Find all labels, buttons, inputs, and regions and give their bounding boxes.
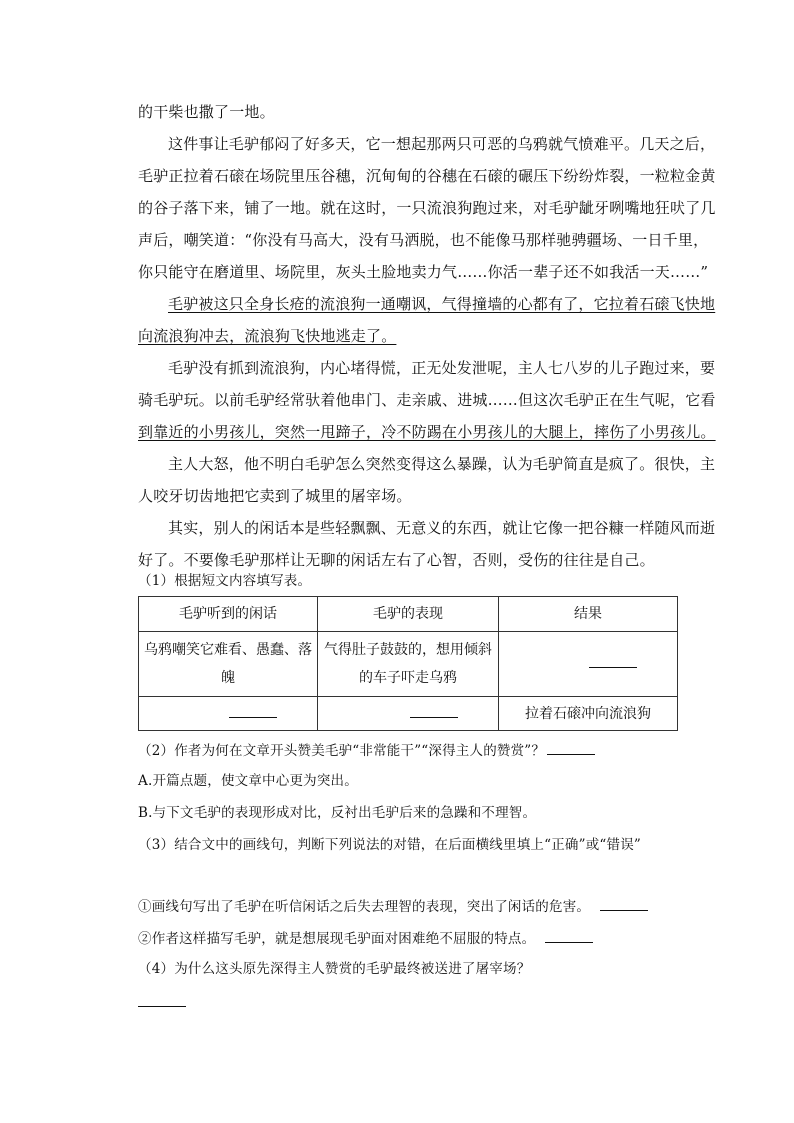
answer-blank[interactable]: [547, 740, 595, 755]
table-header-cell: 结果: [499, 597, 678, 632]
table-cell: 乌鸦嘲笑它难看、愚蠢、落魄: [139, 632, 318, 697]
paragraph-6-line: 好了。不要像毛驴那样让无聊的闲话左右了心智，否则，受伤的往往是自己。: [138, 551, 655, 569]
paragraph-fragment: 的干柴也撒了一地。: [138, 103, 275, 121]
underlined-sentence-1-cont: [138, 326, 668, 346]
table-row: [139, 697, 678, 731]
paragraph-2-line: 这件事让毛驴郁闷了好多天，它一想起那两只可恶的乌鸦就气愤难平。几天之后，: [168, 135, 716, 153]
answer-blank[interactable]: [410, 703, 458, 718]
table-header-cell: 毛驴听到的闲话: [139, 597, 318, 632]
underlined-sentence-2: [138, 422, 716, 442]
underlined-text: 毛驴被这只全身长疮的流浪狗一通嘲讽，气得撞墙的心都有了，它拉着石磙飞快地: [168, 295, 716, 313]
option-a: A.开篇点题，使文章中心更为突出。: [138, 773, 358, 789]
underlined-text: 向流浪狗冲去，流浪狗飞快地逃走了。: [138, 327, 397, 345]
question-2: [138, 740, 668, 761]
paragraph-2-line: 声后，嘲笑道：“你没有马高大，没有马洒脱，也不能像马那样驰骋疆场、一日千里，: [138, 231, 709, 249]
table-answer-cell[interactable]: [318, 697, 499, 731]
table-row: [139, 632, 678, 697]
question-3-item-1: [138, 896, 668, 917]
question-2-prompt: （2）作者为何在文章开头赞美毛驴“非常能干”“深得主人的赞赏”？: [138, 743, 546, 759]
answer-blank[interactable]: [545, 928, 593, 943]
answer-blank[interactable]: [229, 703, 277, 718]
question-4-answer: [138, 992, 668, 1013]
question-4-prompt: （4）为什么这头原先深得主人赞赏的毛驴最终被送进了屠宰场？: [138, 961, 531, 977]
paragraph-4-line: 骑毛驴玩。以前毛驴经常驮着他串门、走亲戚、进城……但这次毛驴正在生气呢，它看: [138, 391, 716, 409]
option-b: B.与下文毛驴的表现形成对比，反衬出毛驴后来的急躁和不理智。: [138, 805, 537, 821]
table-answer-cell[interactable]: [499, 632, 678, 697]
paragraph-2-line: 你只能守在磨道里、场院里，灰头土脸地卖力气……你活一辈子还不如我活一天……”: [138, 263, 709, 281]
answer-blank[interactable]: [600, 896, 648, 911]
answer-blank[interactable]: [138, 992, 186, 1007]
underlined-sentence-1: [138, 294, 716, 314]
table-answer-cell[interactable]: [139, 697, 318, 731]
paragraph-2-line: 的谷子落下来，铺了一地。就在这时，一只流浪狗跑过来，对毛驴龇牙咧嘴地狂吠了几: [138, 199, 716, 217]
table-cell: 拉着石磙冲向流浪狗: [499, 697, 678, 731]
table-cell: 气得肚子鼓鼓的，想用倾斜的车子吓走乌鸦: [318, 632, 499, 697]
question-3-prompt: （3）结合文中的画线句，判断下列说法的对错，在后面横线里填上“正确”或“错误”: [138, 837, 641, 853]
paragraph-2-line: 毛驴正拉着石磙在场院里压谷穗，沉甸甸的谷穗在石磙的碾压下纷纷炸裂，一粒粒金黄: [138, 167, 716, 185]
question-1-prompt: （1）根据短文内容填写表。: [138, 573, 312, 589]
paragraph-4-line: 毛驴没有抓到流浪狗，内心堵得慌，正无处发泄呢，主人七八岁的儿子跑过来，要: [168, 359, 716, 377]
underlined-text: 到靠近的小男孩儿，突然一甩蹄子，冷不防踢在小男孩儿的大腿上，摔伤了小男孩儿。: [138, 423, 716, 441]
answer-blank[interactable]: [589, 653, 637, 668]
paragraph-5-line: 人咬牙切齿地把它卖到了城里的屠宰场。: [138, 487, 412, 505]
paragraph-6-line: 其实，别人的闲话本是些轻飘飘、无意义的东西，就让它像一把谷糠一样随风而逝: [168, 519, 716, 537]
paragraph-5-line: 主人大怒，他不明白毛驴怎么突然变得这么暴躁，认为毛驴简直是疯了。很快，主: [168, 455, 716, 473]
statement-text: ①画线句写出了毛驴在听信闲话之后失去理智的表现，突出了闲话的危害。: [138, 899, 591, 915]
statement-text: ②作者这样描写毛驴，就是想展现毛驴面对困难绝不屈服的特点。: [138, 931, 536, 947]
question-3-item-2: [138, 928, 668, 949]
table-header-row: [139, 597, 678, 632]
answer-table: [138, 596, 678, 731]
table-header-cell: 毛驴的表现: [318, 597, 499, 632]
